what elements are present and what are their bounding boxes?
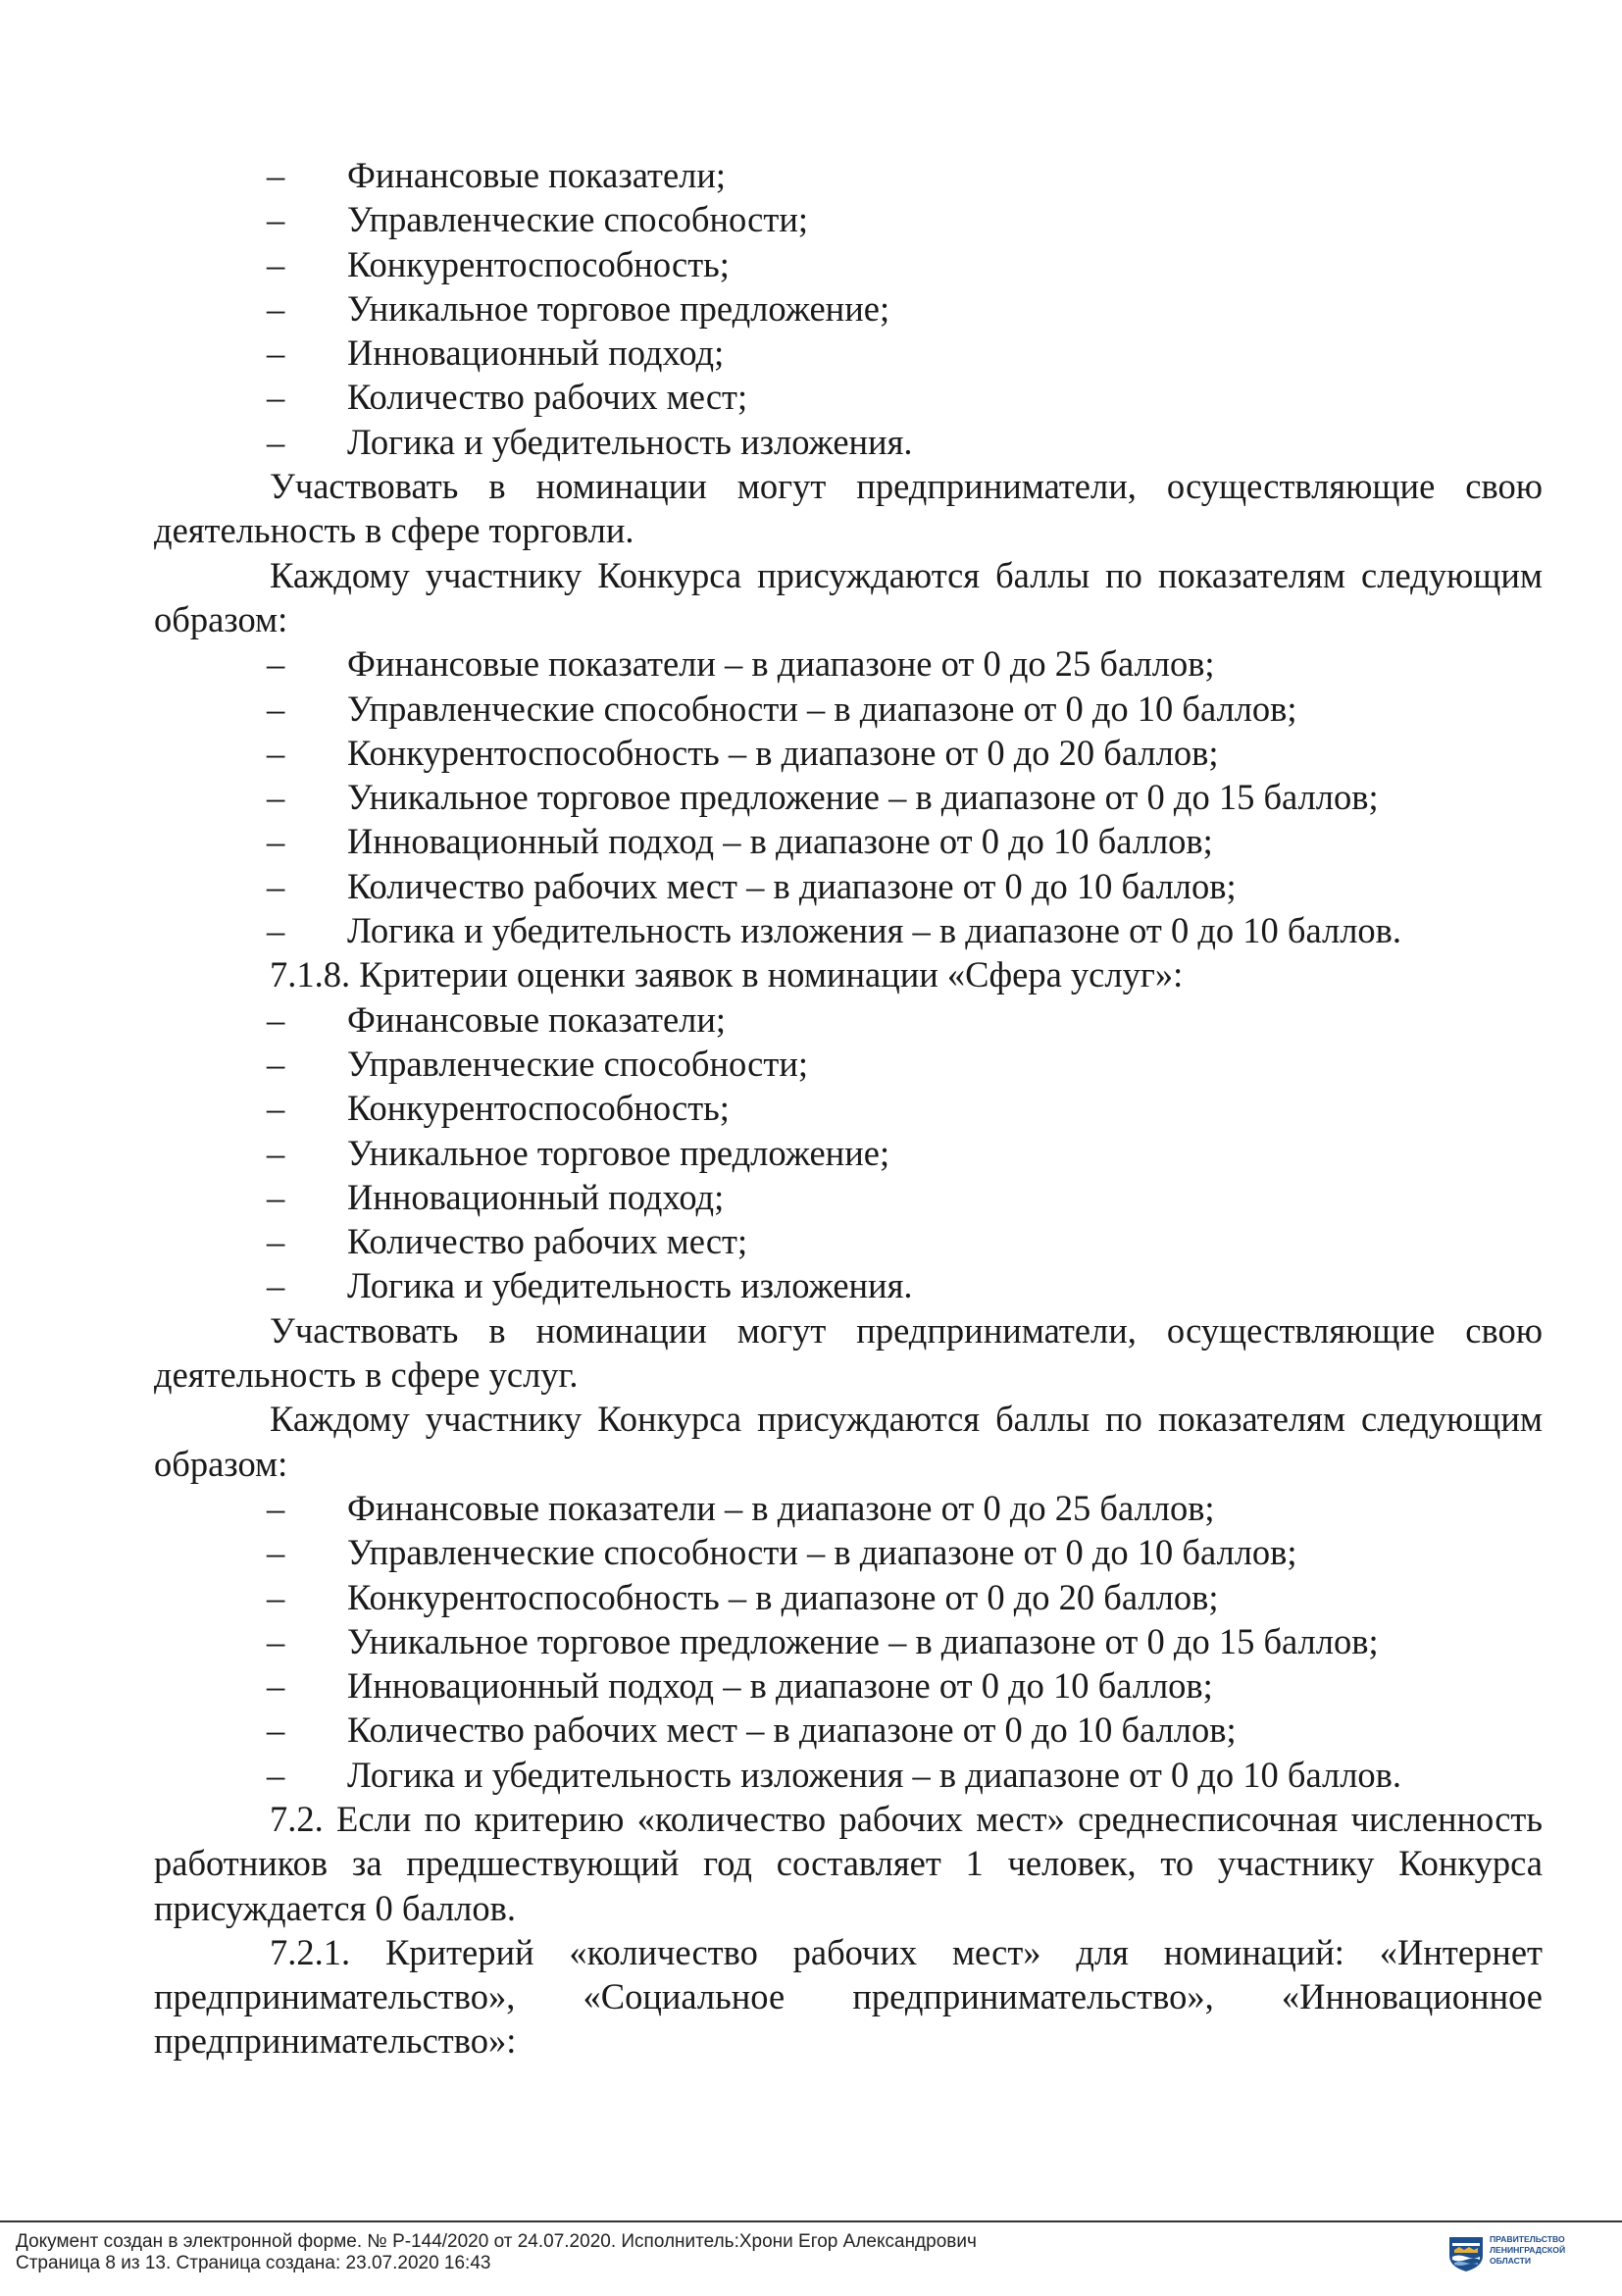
bullet-dash: – [267, 377, 285, 418]
bullet-dash: – [267, 1176, 285, 1217]
list-item: – Финансовые показатели – в диапазоне от 0 до 25 баллов; [154, 1486, 1543, 1530]
list-item: – Инновационный подход – в диапазоне от 0 до 10 баллов; [154, 819, 1543, 863]
criteria-list-services [154, 997, 1543, 1308]
bullet-dash: – [267, 1132, 285, 1173]
list-item: – Логика и убедительность изложения – в диапазоне от 0 до 10 баллов. [154, 1753, 1543, 1797]
logo-caption: ПРАВИТЕЛЬСТВО ЛЕНИНГРАДСКОЙ ОБЛАСТИ [1490, 2234, 1566, 2266]
list-item: – Количество рабочих мест – в диапазоне от 0 до 10 баллов; [154, 1708, 1543, 1752]
list-item: – Количество рабочих мест; [154, 1219, 1543, 1263]
bullet-dash: – [267, 732, 285, 773]
bullet-dash: – [267, 1576, 285, 1617]
bullet-dash: – [267, 777, 285, 818]
paragraph-services-participants: Участвовать в номинации могут предприниматели, осуществляющие свою деятельность в сфере услуг. [154, 1309, 1543, 1396]
list-item: – Финансовые показатели – в диапазоне от 0 до 25 баллов; [154, 641, 1543, 686]
bullet-dash: – [267, 821, 285, 862]
bullet-dash: – [267, 1265, 285, 1306]
bullet-dash: – [267, 1221, 285, 1262]
paragraph-scores-intro: Каждому участнику Конкурса присуждаются баллы по показателям следующим образом: [154, 554, 1543, 639]
paragraph-trade-participants: Участвовать в номинации могут предприниматели, осуществляющие свою деятельность в сфере торговли. [154, 466, 1543, 551]
list-item: – Логика и убедительность изложения. [154, 420, 1543, 464]
list-item: – Конкурентоспособность – в диапазоне от 0 до 20 баллов; [154, 731, 1543, 775]
list-item: – Управленческие способности; [154, 197, 1543, 241]
list-item: – Уникальное торговое предложение – в диапазоне от 0 до 15 баллов; [154, 775, 1543, 819]
bullet-dash: – [267, 998, 285, 1040]
list-item: – Управленческие способности – в диапазоне от 0 до 10 баллов; [154, 1530, 1543, 1574]
list-item: – Количество рабочих мест – в диапазоне от 0 до 10 баллов; [154, 864, 1543, 908]
bullet-dash: – [267, 1665, 285, 1707]
paragraph-7-2: 7.2. Если по критерию «количество рабочих мест» среднесписочная численность работников за предшествующий год составляет 1 человек, то участнику Конкурса присуждается 0 баллов. [154, 1798, 1543, 1928]
bullet-dash: – [267, 1043, 285, 1084]
list-item: – Финансовые показатели; [154, 997, 1543, 1042]
bullet-dash: – [267, 421, 285, 462]
bullet-dash: – [267, 910, 285, 951]
paragraph-7-2-1: 7.2.1. Критерий «количество рабочих мест» для номинаций: «Интернет предпринимательство», «Социальное предпринимательство», «Инновационное предпринимательство»: [154, 1931, 1543, 2062]
list-item: – Конкурентоспособность; [154, 1086, 1543, 1130]
paragraph-scores-intro: Каждому участнику Конкурса присуждаются баллы по показателям следующим образом: [154, 1399, 1543, 1484]
bullet-dash: – [267, 1532, 285, 1573]
list-item: – Инновационный подход; [154, 331, 1543, 375]
scores-list-trade [154, 641, 1543, 952]
government-logo [1446, 2232, 1608, 2279]
bullet-dash: – [267, 155, 285, 195]
list-item: – Финансовые показатели; [154, 153, 1543, 197]
bullet-dash: – [267, 199, 285, 240]
list-item: – Инновационный подход; [154, 1175, 1543, 1219]
bullet-dash: – [267, 1088, 285, 1129]
footer-info [16, 2231, 977, 2274]
list-item: – Уникальное торговое предложение; [154, 286, 1543, 331]
list-item: – Логика и убедительность изложения. [154, 1263, 1543, 1307]
bullet-dash: – [267, 865, 285, 906]
document-footer [0, 2220, 1622, 2296]
list-item: – Уникальное торговое предложение; [154, 1131, 1543, 1175]
coat-of-arms-icon [1446, 2234, 1486, 2273]
footer-line-document: Документ создан в электронной форме. № Р-144/2020 от 24.07.2020. Исполнитель:Хрони Егор Александрович [16, 2231, 977, 2252]
bullet-dash: – [267, 1620, 285, 1661]
list-item: – Логика и убедительность изложения – в диапазоне от 0 до 10 баллов. [154, 908, 1543, 952]
criteria-list-trade [154, 153, 1543, 464]
bullet-dash: – [267, 688, 285, 729]
list-item: – Конкурентоспособность – в диапазоне от 0 до 20 баллов; [154, 1575, 1543, 1619]
bullet-dash: – [267, 1754, 285, 1795]
bullet-dash: – [267, 332, 285, 374]
bullet-dash: – [267, 243, 285, 284]
list-item: – Управленческие способности; [154, 1042, 1543, 1086]
bullet-dash: – [267, 287, 285, 329]
list-item: – Управленческие способности – в диапазоне от 0 до 10 баллов; [154, 687, 1543, 731]
footer-line-page: Страница 8 из 13. Страница создана: 23.07.2020 16:43 [16, 2253, 491, 2273]
scores-list-services [154, 1486, 1543, 1797]
list-item: – Инновационный подход – в диапазоне от 0 до 10 баллов; [154, 1663, 1543, 1708]
list-item: – Конкурентоспособность; [154, 242, 1543, 286]
bullet-dash: – [267, 1709, 285, 1751]
section-heading-7-1-8: 7.1.8. Критерии оценки заявок в номинации «Сфера услуг»: [270, 954, 1184, 995]
list-item: – Количество рабочих мест; [154, 375, 1543, 419]
bullet-dash: – [267, 643, 285, 685]
document-body [154, 153, 1543, 2064]
list-item: – Уникальное торговое предложение – в диапазоне от 0 до 15 баллов; [154, 1619, 1543, 1663]
bullet-dash: – [267, 1487, 285, 1528]
